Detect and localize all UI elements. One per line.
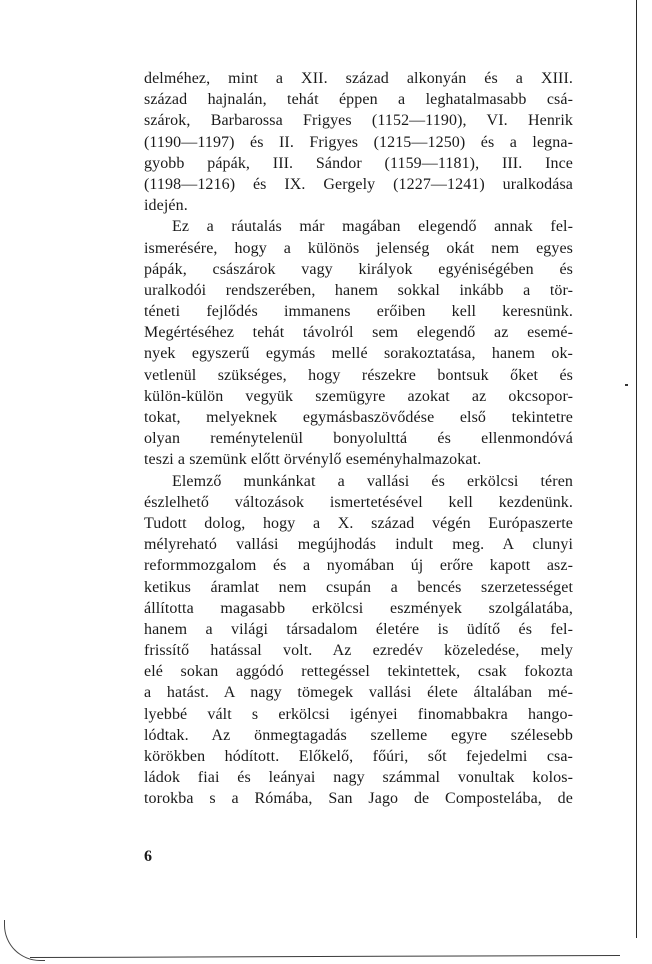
text-line: olyan reménytelenül bonyolulttá és ellenmondóvá <box>144 430 573 448</box>
margin-mark <box>625 384 628 386</box>
text-line: uralkodói rendszerében, hanem sokkal inkább a tör- <box>144 281 573 299</box>
text-line: Elemző munkánkat a vallási és erkölcsi téren <box>172 472 573 490</box>
text-line: lódtak. Az önmegtagadás szelleme egyre szélesebb <box>144 726 573 744</box>
text-line: észlelhető változások ismertetésével kell kezdenünk. <box>144 493 573 511</box>
text-line: Ez a ráutalás már magában elegendő annak fel- <box>172 218 573 236</box>
text-line: Megértéséhez tehát távolról sem elegendő az esemé- <box>144 324 573 342</box>
text-line: század hajnalán, tehát éppen a leghatalmasabb csá- <box>144 91 573 109</box>
page-edge-bottom <box>30 955 620 958</box>
text-line: nyek egyszerű egymás mellé sorakoztatása, hanem ok- <box>144 345 573 363</box>
text-line: külön-külön vegyük szemügyre azokat az okcsopor- <box>144 387 573 405</box>
text-line: szárok, Barbarossa Frigyes (1152—1190), VI. Henrik <box>144 112 573 130</box>
text-line: delméhez, mint a XII. század alkonyán és a XIII. <box>144 70 573 87</box>
text-line: ketikus áramlat nem csupán a bencés szerzetességet <box>144 578 573 596</box>
text-line: torokba s a Rómába, San Jago de Compostelába, de <box>144 790 573 808</box>
text-line: (1198—1216) és IX. Gergely (1227—1241) uralkodása <box>144 175 573 193</box>
text-line: reformmozgalom és a nyomában új erőre kapott asz- <box>144 557 573 575</box>
text-line: állította magasabb erkölcsi eszmények szolgálatába, <box>144 599 573 617</box>
text-line: idején. <box>144 197 188 215</box>
page-corner-curl <box>4 920 45 961</box>
text-line: téneti fejlődés immanens erőiben kell keresnünk. <box>144 303 573 321</box>
text-line: vetlenül szükséges, hogy részekre bontsuk őket és <box>144 366 573 384</box>
text-line: a hatást. A nagy tömegek vallási élete általában mé- <box>144 684 573 702</box>
text-line: ládok fiai és leányai nagy számmal vonultak kolos- <box>144 769 573 787</box>
text-line: hanem a világi társadalom életére is üdítő és fel- <box>144 620 573 638</box>
paragraph <box>144 216 573 470</box>
text-line: gyobb pápák, III. Sándor (1159—1181), III. Ince <box>144 154 573 172</box>
text-line: ismerésére, hogy a különös jelenség okát nem egyes <box>144 239 573 257</box>
text-line: elé sokan aggódó rettegéssel tekintettek, csak fokozta <box>144 663 573 681</box>
text-line: pápák, császárok vagy királyok egyéniségében és <box>144 260 573 278</box>
paragraph <box>144 471 573 810</box>
page-number: 6 <box>144 848 152 865</box>
text-line: teszi a szemünk előtt örvénylő eseményhalmazokat. <box>144 451 482 469</box>
page-edge-right <box>636 0 637 938</box>
text-line: frissítő hatással volt. Az ezredév közeledése, mely <box>144 642 573 660</box>
text-line: körökben hódított. Előkelő, főúri, sőt fejedelmi csa- <box>144 748 573 765</box>
text-line: (1190—1197) és II. Frigyes (1215—1250) és a legna- <box>144 133 573 151</box>
text-line: tokat, melyeknek egymásbaszövődése első tekintetre <box>144 409 573 426</box>
text-line: mélyreható vallási megújhodás indult meg. A clunyi <box>144 536 573 554</box>
text-line: Tudott dolog, hogy a X. század végén Európaszerte <box>144 514 573 532</box>
text-line: lyebbé vált s erkölcsi igényei finomabbakra hango- <box>144 705 573 723</box>
body-text <box>144 68 573 810</box>
paragraph <box>144 68 573 216</box>
